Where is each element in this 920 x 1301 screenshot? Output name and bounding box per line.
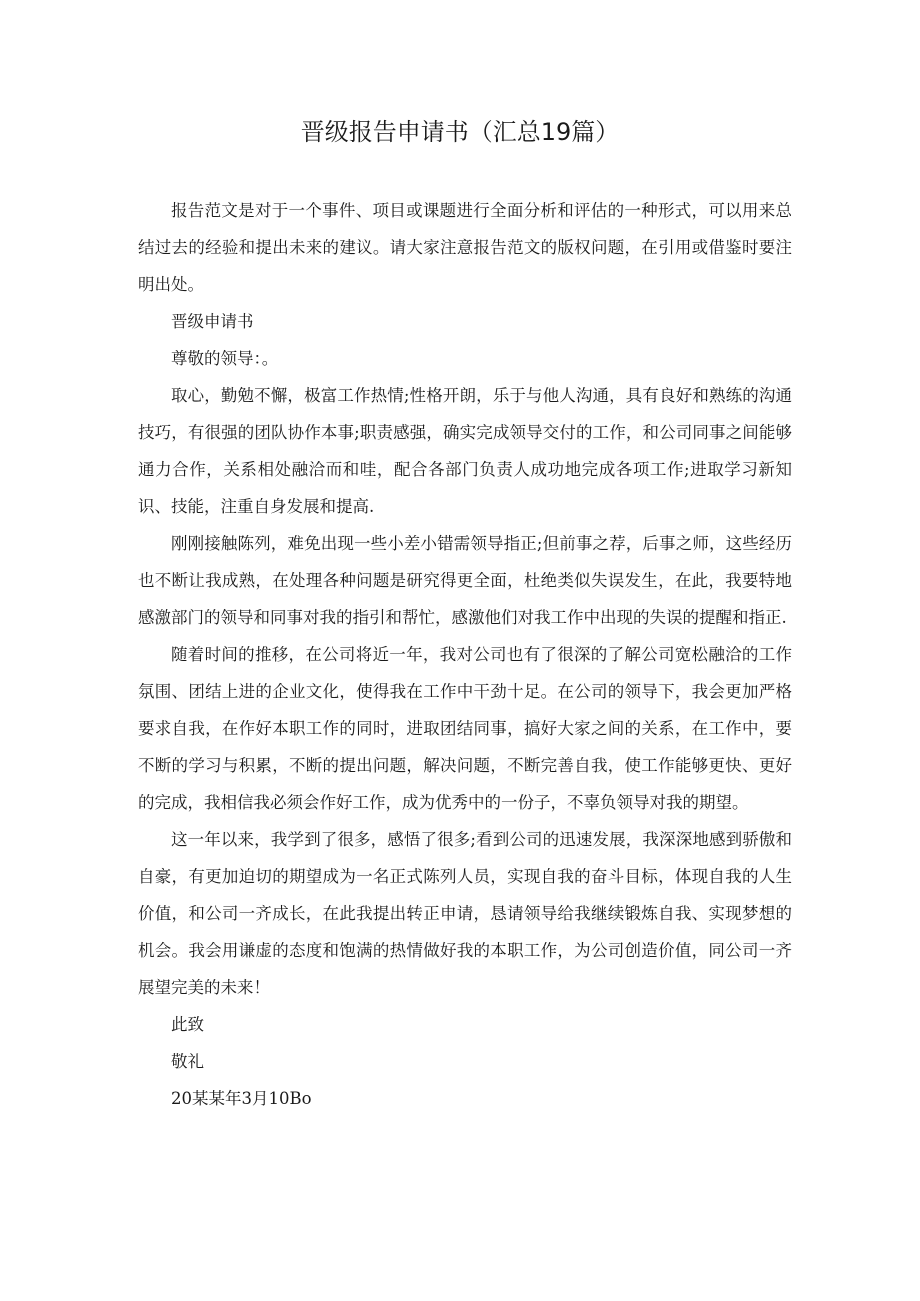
intro-paragraph: 报告范文是对于一个事件、项目或课题进行全面分析和评估的一种形式，可以用来总结过去的经验和提出未来的建议。请大家注意报告范文的版权问题，在引用或借鉴时要注明出处。 <box>138 201 792 294</box>
closing-regards: 敬礼 <box>171 1052 204 1071</box>
date-line: 20某某年3月10Bo <box>171 1089 312 1108</box>
body-paragraph: 随着时间的推移，在公司将近一年，我对公司也有了很深的了解公司宽松融洽的工作氛围、团结上进的企业文化，使得我在工作中干劲十足。在公司的领导下，我会更加严格要求自我，在作好本职工作的同时，进取团结同事，搞好大家之间的关系，在工作中，要不断的学习与积累，不断的提出问题，解决问题，不断完善自我，使工作能够更快、更好的完成，我相信我必须会作好工作，成为优秀中的一份子，不辜负领导对我的期望。 <box>138 645 792 812</box>
section-heading: 晋级申请书 <box>171 312 254 331</box>
document-body <box>138 192 792 1117</box>
body-paragraph: 这一年以来，我学到了很多，感悟了很多;看到公司的迅速发展，我深深地感到骄傲和自豪，有更加迫切的期望成为一名正式陈列人员，实现自我的奋斗目标，体现自我的人生价值，和公司一齐成长，在此我提出转正申请，恳请领导给我继续锻炼自我、实现梦想的机会。我会用谦虚的态度和饱满的热情做好我的本职工作，为公司创造价值，同公司一齐展望完美的未来！ <box>138 830 792 997</box>
body-paragraph: 取心，勤勉不懈，极富工作热情;性格开朗，乐于与他人沟通，具有良好和熟练的沟通技巧，有很强的团队协作本事;职责感强，确实完成领导交付的工作，和公司同事之间能够通力合作，关系相处融洽而和哇，配合各部门负责人成功地完成各项工作;进取学习新知识、技能，注重自身发展和提高. <box>138 386 792 516</box>
document-title: 晋级报告申请书（汇总19篇） <box>300 118 620 146</box>
salutation: 尊敬的领导：。 <box>171 349 279 368</box>
closing-phrase: 此致 <box>171 1015 204 1034</box>
body-paragraph: 刚刚接触陈列，难免出现一些小差小错需领导指正;但前事之荐，后事之师，这些经历也不断让我成熟，在处理各种问题是研究得更全面，杜绝类似失误发生，在此，我要特地感激部门的领导和同事对我的指引和帮忙，感激他们对我工作中出现的失误的提醒和指正. <box>138 534 792 627</box>
